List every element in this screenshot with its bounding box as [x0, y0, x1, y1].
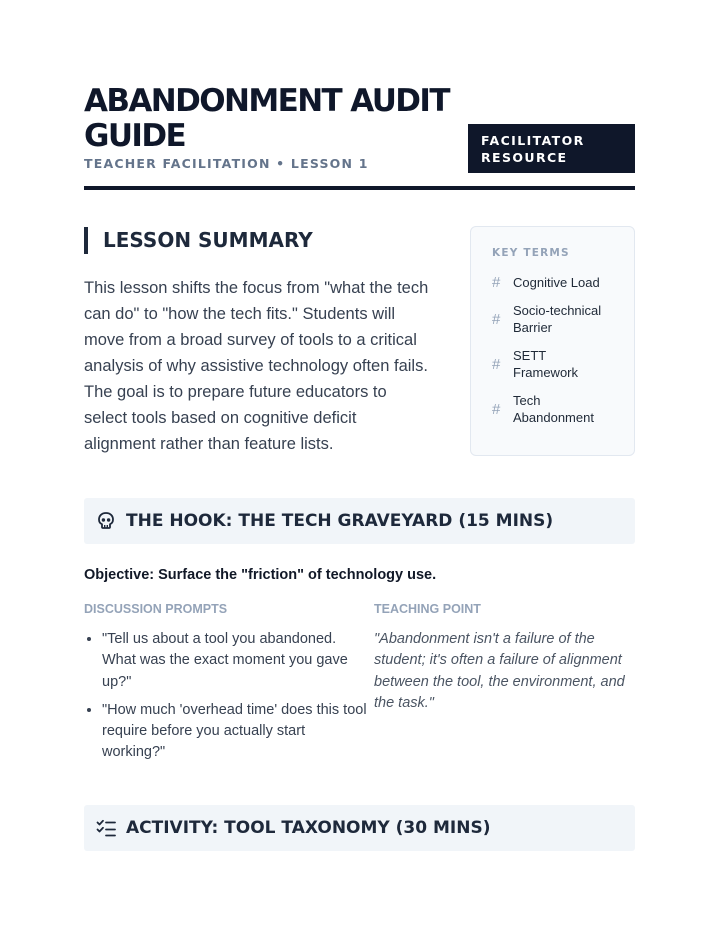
- title-line-2: GUIDE: [84, 118, 186, 154]
- page: [84, 0, 635, 838]
- hash-icon: #: [492, 355, 501, 373]
- key-term-label: Cognitive Load: [513, 275, 600, 290]
- lesson-summary-heading: LESSON SUMMARY: [84, 227, 313, 254]
- discussion-prompts-heading: DISCUSSION PROMPTS: [84, 602, 228, 616]
- header-divider: [84, 186, 635, 190]
- key-terms-title: KEY TERMS: [492, 247, 570, 259]
- activity-section-header: [84, 805, 635, 851]
- resource-badge: [468, 124, 635, 173]
- discussion-prompt: • "Tell us about a tool you abandoned. What was the exact moment you gave up?": [102, 629, 367, 693]
- badge-line-1: FACILITATOR: [481, 133, 585, 148]
- page-title: [84, 84, 464, 154]
- key-term-item: [492, 302, 626, 336]
- hash-icon: #: [492, 274, 501, 291]
- teaching-point-quote: "Abandonment isn't a failure of the student; it's often a failure of alignment between the tool, the environment, and the task.": [374, 631, 625, 711]
- key-term-label: Tech Abandonment: [513, 393, 594, 425]
- hook-section-title: THE HOOK: THE TECH GRAVEYARD (15 MINS): [126, 511, 554, 531]
- hash-icon: #: [492, 400, 501, 418]
- activity-section-title: ACTIVITY: TOOL TAXONOMY (30 MINS): [126, 818, 491, 838]
- checklist-icon: [95, 817, 117, 839]
- hash-icon: #: [492, 310, 501, 328]
- badge-line-2: RESOURCE: [481, 150, 568, 165]
- lesson-summary-text: This lesson shifts the focus from "what the tech can do" to "how the tech fits." Students will move from a broad survey of tools to a critical analysis of why assistive technology often fails. The goal is to prepare future educators to select tools based on cognitive deficit alignment rather than feature lists.: [84, 279, 429, 453]
- hook-objective: Objective: Surface the "friction" of technology use.: [84, 567, 437, 583]
- page-subtitle: TEACHER FACILITATION • LESSON 1: [84, 156, 369, 171]
- key-terms-panel: [470, 226, 635, 456]
- title-line-1: ABANDONMENT AUDIT: [84, 83, 449, 119]
- hook-section-header: [84, 498, 635, 544]
- key-term-item: [492, 392, 626, 426]
- teaching-point-heading: TEACHING POINT: [374, 602, 481, 616]
- header: [84, 0, 635, 190]
- key-term-item: [492, 274, 626, 291]
- discussion-prompt: • "How much 'overhead time' does this tool require before you actually start working?": [102, 700, 367, 764]
- skull-icon: [95, 510, 117, 532]
- key-term-label: SETT Framework: [513, 348, 579, 380]
- key-term-item: [492, 347, 626, 381]
- discussion-prompts-list: [84, 629, 367, 771]
- key-term-label: Socio-technical Barrier: [513, 303, 602, 335]
